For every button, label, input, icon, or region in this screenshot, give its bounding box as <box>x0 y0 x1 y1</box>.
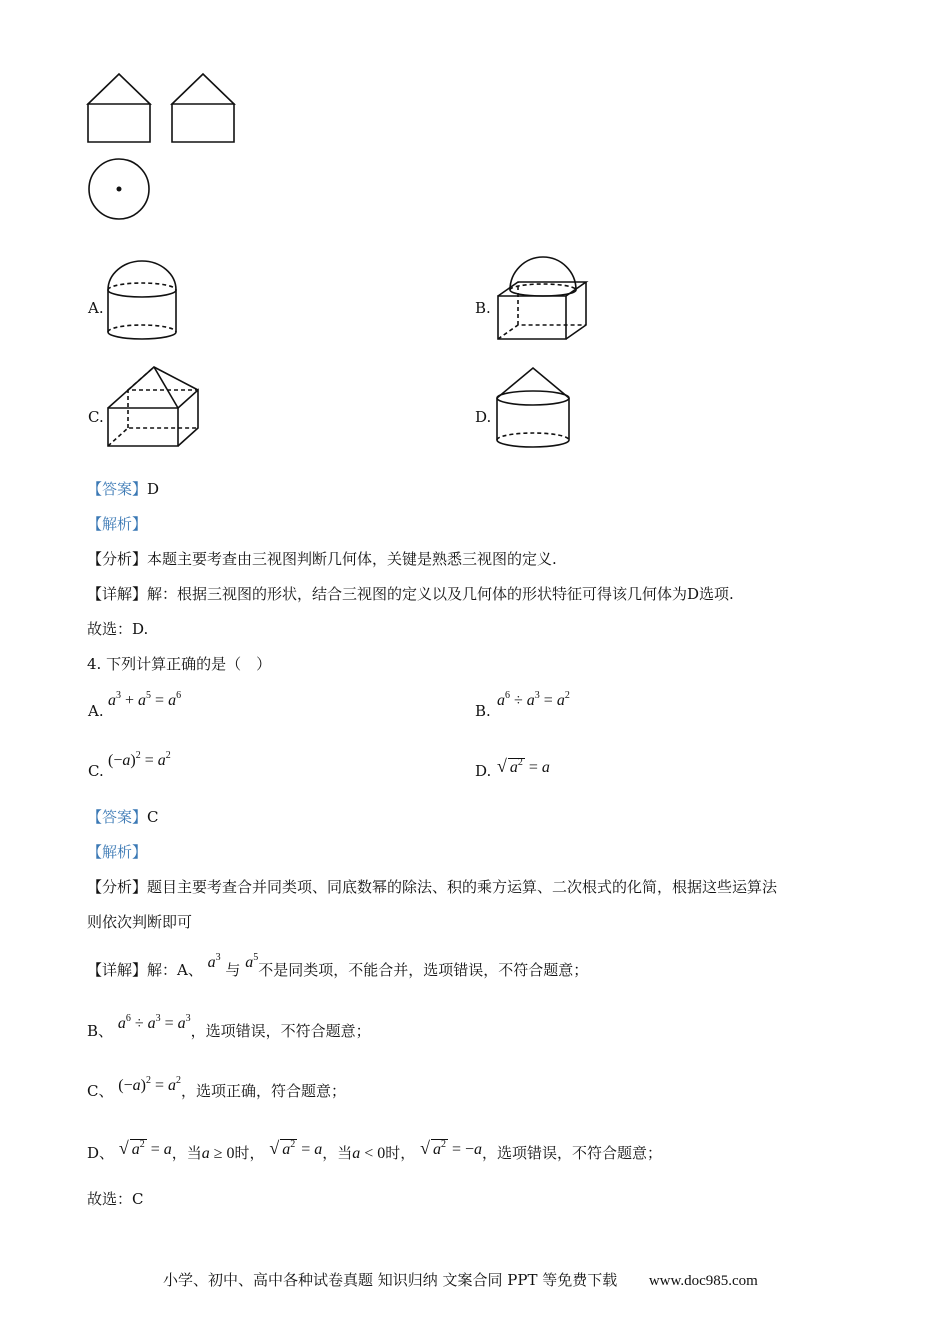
q3-xiangjie-text: 解：根据三视图的形状，结合三视图的定义以及几何体的形状特征可得该几何体为D选项. <box>147 585 734 603</box>
footer <box>163 1270 758 1291</box>
q4-detail-d-formula-3: √ $a^2 = -a$ <box>420 1138 483 1158</box>
q3-conclusion: 故选：D. <box>87 620 149 638</box>
q4-fenxi-line1 <box>87 877 777 897</box>
q3-answer-tag: 【答案】 <box>87 480 148 498</box>
q4-fenxi-tag: 【分析】 <box>87 878 148 896</box>
q3-option-b-label[interactable]: B. <box>475 299 491 317</box>
q4-conclusion: 故选：C <box>87 1190 144 1208</box>
q3-answer-value: D <box>147 480 160 498</box>
q4-answer-value: C <box>147 808 159 826</box>
side-view <box>172 74 234 142</box>
q4-detail-c-prefix: C、 <box>87 1082 114 1100</box>
q3-xiangjie-line <box>87 584 734 604</box>
q4-option-a-formula[interactable]: $a^3 + a^5 = a^6$ <box>108 690 182 709</box>
q3-option-b-solid-hemisphere-cube[interactable] <box>492 254 592 346</box>
q4-detail-d <box>87 1138 663 1164</box>
q4-option-b-formula[interactable]: $a^6 \div a^3 = a^2$ <box>497 690 570 709</box>
q4-detail-d-cond-2: a < 0 <box>352 1145 386 1162</box>
q4-option-c-formula[interactable]: $(-a)^2 = a^2$ <box>108 750 171 769</box>
q4-option-d-formula[interactable]: √ $a^2 = a$ <box>497 756 550 776</box>
q4-fenxi-line2: 则依次判断即可 <box>87 913 193 931</box>
q3-option-c-solid-pyramid-prism[interactable] <box>102 362 206 452</box>
front-view <box>88 74 150 142</box>
q4-detail-c-formula: $(-a)^2 = a^2$ <box>118 1075 181 1094</box>
q4-detail-d-text-4: 时， <box>385 1144 416 1162</box>
q3-option-a-label[interactable]: A. <box>88 299 104 317</box>
q4-detail-b-prefix: B、 <box>87 1022 114 1040</box>
q4-option-b-label[interactable]: B. <box>475 702 491 720</box>
q4-detail-a-prefix: 解：A、 <box>147 961 203 979</box>
q4-detail-b-suffix: ，选项错误，不符合题意； <box>190 1022 371 1040</box>
q4-detail-a-suffix: 不是同类项，不能合并，选项错误，不符合题意； <box>258 961 589 979</box>
q4-detail-d-suffix: ，选项错误，不符合题意； <box>482 1144 663 1162</box>
footer-text: 小学、初中、高中各种试卷真题 知识归纳 文案合同 PPT 等免费下载 <box>163 1271 618 1289</box>
q4-detail-d-text-2: 时， <box>234 1144 265 1162</box>
q3-option-d-solid-cone-cylinder[interactable] <box>491 362 583 454</box>
footer-url[interactable]: www.doc985.com <box>648 1273 758 1289</box>
q4-detail-a-term1: $a^3$ <box>207 952 221 971</box>
three-view-figure <box>82 68 242 228</box>
q4-fenxi-text-1: 题目主要考查合并同类项、同底数幂的除法、积的乘方运算、二次根式的化简，根据这些运算法 <box>147 878 778 896</box>
q4-detail-a-mid: 与 <box>225 961 241 979</box>
q4-detail-d-prefix: D、 <box>87 1144 115 1162</box>
q4-detail-c <box>87 1075 346 1102</box>
q4-detail-d-text-1: ，当 <box>171 1144 202 1162</box>
q4-question: 4. 下列计算正确的是（ ） <box>87 655 272 673</box>
q4-detail-c-suffix: ，选项正确，符合题意； <box>180 1082 346 1100</box>
q3-analysis-tag: 【解析】 <box>87 515 148 533</box>
q3-fenxi-line <box>87 549 557 569</box>
q3-fenxi-text: 本题主要考查由三视图判断几何体，关键是熟悉三视图的定义. <box>147 550 557 568</box>
q4-option-a-label[interactable]: A. <box>88 702 104 720</box>
q4-detail-b <box>87 1013 371 1042</box>
q3-xiangjie-tag: 【详解】 <box>87 585 148 603</box>
q4-detail-d-formula-1: √ $a^2 = a$ <box>118 1138 172 1158</box>
q4-detail-a <box>87 952 589 981</box>
q4-answer-tag: 【答案】 <box>87 808 148 826</box>
q4-detail-b-formula: $a^6 \div a^3 = a^3$ <box>117 1013 191 1032</box>
q3-option-a-solid-hemisphere-cylinder[interactable] <box>102 258 182 344</box>
q4-detail-d-text-3: ，当 <box>322 1144 353 1162</box>
top-view-center-dot <box>117 187 122 192</box>
q4-answer-line <box>87 807 159 827</box>
q4-detail-a-term2: $a^5$ <box>245 952 259 971</box>
q4-analysis-tag: 【解析】 <box>87 843 148 861</box>
q3-option-c-label[interactable]: C. <box>88 408 104 426</box>
q4-detail-d-cond-1: a ≥ 0 <box>201 1145 235 1162</box>
q4-xiangjie-tag: 【详解】 <box>87 961 148 979</box>
q3-option-d-label[interactable]: D. <box>475 408 492 426</box>
q3-fenxi-tag: 【分析】 <box>87 550 148 568</box>
q4-detail-d-formula-2: √ $a^2 = a$ <box>269 1138 323 1158</box>
q3-answer-line <box>87 479 159 499</box>
q4-option-d-label[interactable]: D. <box>475 762 492 780</box>
q4-option-c-label[interactable]: C. <box>88 762 104 780</box>
